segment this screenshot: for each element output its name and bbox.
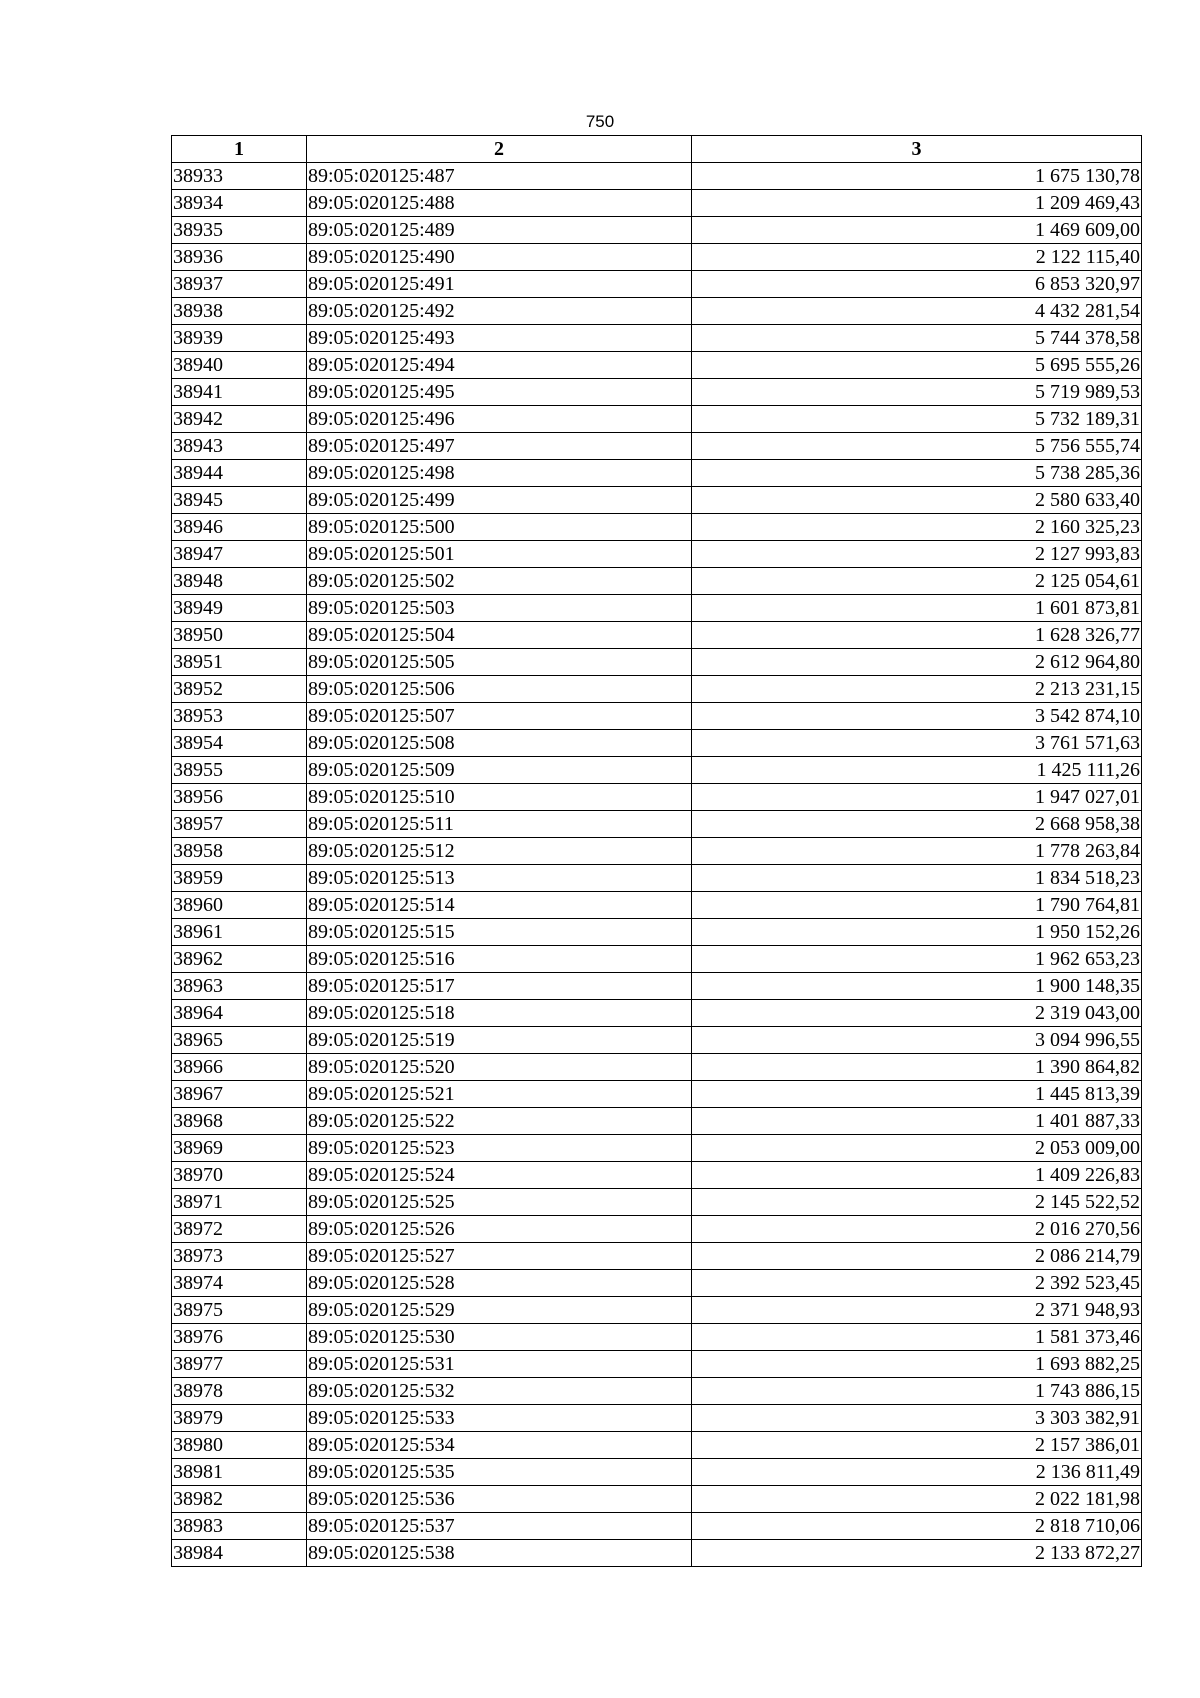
cadastral-number-cell: 89:05:020125:513	[307, 865, 692, 892]
cadastral-value-cell: 2 122 115,40	[692, 244, 1142, 271]
cadastral-value-cell: 2 016 270,56	[692, 1216, 1142, 1243]
column-header-number: 1	[172, 136, 307, 163]
cadastral-value-cell: 1 469 609,00	[692, 217, 1142, 244]
cadastral-value-cell: 2 580 633,40	[692, 487, 1142, 514]
cadastral-value-cell: 1 401 887,33	[692, 1108, 1142, 1135]
cadastral-number-cell: 89:05:020125:506	[307, 676, 692, 703]
cadastral-number-cell: 89:05:020125:505	[307, 649, 692, 676]
cadastral-number-cell: 89:05:020125:501	[307, 541, 692, 568]
row-number-cell: 38965	[172, 1027, 307, 1054]
row-number-cell: 38939	[172, 325, 307, 352]
table-row	[172, 217, 1142, 244]
cadastral-number-cell: 89:05:020125:504	[307, 622, 692, 649]
cadastral-number-cell: 89:05:020125:499	[307, 487, 692, 514]
table-row	[172, 1000, 1142, 1027]
table-row	[172, 892, 1142, 919]
cadastral-value-cell: 1 628 326,77	[692, 622, 1142, 649]
table-row	[172, 811, 1142, 838]
row-number-cell: 38940	[172, 352, 307, 379]
row-number-cell: 38977	[172, 1351, 307, 1378]
row-number-cell: 38936	[172, 244, 307, 271]
row-number-cell: 38957	[172, 811, 307, 838]
table-row	[172, 622, 1142, 649]
table-row	[172, 838, 1142, 865]
cadastral-number-cell: 89:05:020125:496	[307, 406, 692, 433]
table-row	[172, 973, 1142, 1000]
table-row	[172, 1054, 1142, 1081]
cadastral-value-cell: 1 445 813,39	[692, 1081, 1142, 1108]
column-header-value: 3	[692, 136, 1142, 163]
row-number-cell: 38942	[172, 406, 307, 433]
row-number-cell: 38937	[172, 271, 307, 298]
cadastral-value-cell: 2 319 043,00	[692, 1000, 1142, 1027]
row-number-cell: 38980	[172, 1432, 307, 1459]
cadastral-value-cell: 1 390 864,82	[692, 1054, 1142, 1081]
cadastral-value-cell: 2 668 958,38	[692, 811, 1142, 838]
cadastral-value-cell: 3 542 874,10	[692, 703, 1142, 730]
cadastral-value-cell: 5 744 378,58	[692, 325, 1142, 352]
cadastral-value-cell: 2 022 181,98	[692, 1486, 1142, 1513]
row-number-cell: 38948	[172, 568, 307, 595]
cadastral-value-cell: 1 581 373,46	[692, 1324, 1142, 1351]
row-number-cell: 38983	[172, 1513, 307, 1540]
header-row	[172, 136, 1142, 163]
row-number-cell: 38949	[172, 595, 307, 622]
table-row	[172, 487, 1142, 514]
table-row	[172, 1162, 1142, 1189]
cadastral-value-cell: 1 425 111,26	[692, 757, 1142, 784]
row-number-cell: 38938	[172, 298, 307, 325]
cadastral-number-cell: 89:05:020125:492	[307, 298, 692, 325]
cadastral-value-cell: 1 675 130,78	[692, 163, 1142, 190]
cadastral-value-cell: 2 818 710,06	[692, 1513, 1142, 1540]
row-number-cell: 38970	[172, 1162, 307, 1189]
cadastral-number-cell: 89:05:020125:524	[307, 1162, 692, 1189]
row-number-cell: 38960	[172, 892, 307, 919]
table-row	[172, 1540, 1142, 1567]
cadastral-number-cell: 89:05:020125:533	[307, 1405, 692, 1432]
cadastral-number-cell: 89:05:020125:507	[307, 703, 692, 730]
row-number-cell: 38982	[172, 1486, 307, 1513]
table-row	[172, 1270, 1142, 1297]
cadastral-value-cell: 3 094 996,55	[692, 1027, 1142, 1054]
cadastral-value-table	[171, 135, 1142, 1567]
row-number-cell: 38981	[172, 1459, 307, 1486]
table-row	[172, 298, 1142, 325]
cadastral-value-cell: 1 947 027,01	[692, 784, 1142, 811]
cadastral-number-cell: 89:05:020125:502	[307, 568, 692, 595]
cadastral-value-cell: 2 053 009,00	[692, 1135, 1142, 1162]
table-row	[172, 271, 1142, 298]
row-number-cell: 38959	[172, 865, 307, 892]
cadastral-value-cell: 5 756 555,74	[692, 433, 1142, 460]
cadastral-number-cell: 89:05:020125:529	[307, 1297, 692, 1324]
table-row	[172, 1189, 1142, 1216]
row-number-cell: 38984	[172, 1540, 307, 1567]
cadastral-number-cell: 89:05:020125:534	[307, 1432, 692, 1459]
row-number-cell: 38946	[172, 514, 307, 541]
table-row	[172, 1432, 1142, 1459]
row-number-cell: 38961	[172, 919, 307, 946]
cadastral-value-cell: 6 853 320,97	[692, 271, 1142, 298]
cadastral-value-cell: 1 209 469,43	[692, 190, 1142, 217]
row-number-cell: 38953	[172, 703, 307, 730]
table-row	[172, 460, 1142, 487]
row-number-cell: 38978	[172, 1378, 307, 1405]
cadastral-value-cell: 1 778 263,84	[692, 838, 1142, 865]
row-number-cell: 38975	[172, 1297, 307, 1324]
cadastral-number-cell: 89:05:020125:530	[307, 1324, 692, 1351]
cadastral-value-cell: 2 145 522,52	[692, 1189, 1142, 1216]
cadastral-value-cell: 2 127 993,83	[692, 541, 1142, 568]
cadastral-value-cell: 2 136 811,49	[692, 1459, 1142, 1486]
row-number-cell: 38966	[172, 1054, 307, 1081]
table-row	[172, 1405, 1142, 1432]
cadastral-number-cell: 89:05:020125:512	[307, 838, 692, 865]
table-row	[172, 1081, 1142, 1108]
table-row	[172, 703, 1142, 730]
cadastral-value-cell: 2 392 523,45	[692, 1270, 1142, 1297]
row-number-cell: 38976	[172, 1324, 307, 1351]
cadastral-value-cell: 2 157 386,01	[692, 1432, 1142, 1459]
cadastral-value-cell: 2 086 214,79	[692, 1243, 1142, 1270]
table-row	[172, 163, 1142, 190]
table-row	[172, 406, 1142, 433]
row-number-cell: 38933	[172, 163, 307, 190]
cadastral-number-cell: 89:05:020125:493	[307, 325, 692, 352]
cadastral-number-cell: 89:05:020125:525	[307, 1189, 692, 1216]
cadastral-number-cell: 89:05:020125:523	[307, 1135, 692, 1162]
cadastral-number-cell: 89:05:020125:527	[307, 1243, 692, 1270]
cadastral-number-cell: 89:05:020125:531	[307, 1351, 692, 1378]
cadastral-value-cell: 1 790 764,81	[692, 892, 1142, 919]
table-row	[172, 1351, 1142, 1378]
table-row	[172, 1459, 1142, 1486]
row-number-cell: 38951	[172, 649, 307, 676]
table-row	[172, 1486, 1142, 1513]
row-number-cell: 38955	[172, 757, 307, 784]
table-row	[172, 325, 1142, 352]
cadastral-value-cell: 2 371 948,93	[692, 1297, 1142, 1324]
cadastral-value-cell: 1 834 518,23	[692, 865, 1142, 892]
row-number-cell: 38967	[172, 1081, 307, 1108]
cadastral-value-cell: 3 303 382,91	[692, 1405, 1142, 1432]
cadastral-value-cell: 5 738 285,36	[692, 460, 1142, 487]
row-number-cell: 38979	[172, 1405, 307, 1432]
table-row	[172, 1378, 1142, 1405]
cadastral-value-cell: 5 732 189,31	[692, 406, 1142, 433]
table-row	[172, 1324, 1142, 1351]
cadastral-number-cell: 89:05:020125:498	[307, 460, 692, 487]
table-row	[172, 865, 1142, 892]
cadastral-number-cell: 89:05:020125:537	[307, 1513, 692, 1540]
table-row	[172, 1216, 1142, 1243]
row-number-cell: 38947	[172, 541, 307, 568]
cadastral-number-cell: 89:05:020125:519	[307, 1027, 692, 1054]
row-number-cell: 38964	[172, 1000, 307, 1027]
table-row	[172, 1108, 1142, 1135]
cadastral-value-cell: 2 160 325,23	[692, 514, 1142, 541]
table-row	[172, 1297, 1142, 1324]
cadastral-number-cell: 89:05:020125:511	[307, 811, 692, 838]
table-row	[172, 514, 1142, 541]
cadastral-value-cell: 1 743 886,15	[692, 1378, 1142, 1405]
row-number-cell: 38935	[172, 217, 307, 244]
row-number-cell: 38944	[172, 460, 307, 487]
table-header	[172, 136, 1142, 163]
row-number-cell: 38963	[172, 973, 307, 1000]
table-row	[172, 919, 1142, 946]
row-number-cell: 38972	[172, 1216, 307, 1243]
cadastral-number-cell: 89:05:020125:518	[307, 1000, 692, 1027]
cadastral-number-cell: 89:05:020125:490	[307, 244, 692, 271]
cadastral-number-cell: 89:05:020125:508	[307, 730, 692, 757]
cadastral-value-cell: 2 133 872,27	[692, 1540, 1142, 1567]
cadastral-number-cell: 89:05:020125:526	[307, 1216, 692, 1243]
row-number-cell: 38950	[172, 622, 307, 649]
cadastral-number-cell: 89:05:020125:503	[307, 595, 692, 622]
table-row	[172, 757, 1142, 784]
table-row	[172, 676, 1142, 703]
table-row	[172, 568, 1142, 595]
cadastral-number-cell: 89:05:020125:522	[307, 1108, 692, 1135]
table-row	[172, 433, 1142, 460]
cadastral-number-cell: 89:05:020125:489	[307, 217, 692, 244]
cadastral-value-cell: 5 719 989,53	[692, 379, 1142, 406]
cadastral-number-cell: 89:05:020125:516	[307, 946, 692, 973]
cadastral-number-cell: 89:05:020125:495	[307, 379, 692, 406]
cadastral-number-cell: 89:05:020125:521	[307, 1081, 692, 1108]
cadastral-number-cell: 89:05:020125:487	[307, 163, 692, 190]
cadastral-number-cell: 89:05:020125:494	[307, 352, 692, 379]
row-number-cell: 38968	[172, 1108, 307, 1135]
cadastral-value-cell: 1 950 152,26	[692, 919, 1142, 946]
row-number-cell: 38971	[172, 1189, 307, 1216]
column-header-cadastral-number: 2	[307, 136, 692, 163]
cadastral-number-cell: 89:05:020125:491	[307, 271, 692, 298]
table-body	[172, 163, 1142, 1567]
row-number-cell: 38941	[172, 379, 307, 406]
cadastral-value-cell: 1 601 873,81	[692, 595, 1142, 622]
table-row	[172, 730, 1142, 757]
table-row	[172, 1027, 1142, 1054]
cadastral-value-cell: 2 125 054,61	[692, 568, 1142, 595]
cadastral-value-cell: 2 612 964,80	[692, 649, 1142, 676]
cadastral-number-cell: 89:05:020125:514	[307, 892, 692, 919]
cadastral-number-cell: 89:05:020125:538	[307, 1540, 692, 1567]
cadastral-number-cell: 89:05:020125:515	[307, 919, 692, 946]
table-row	[172, 946, 1142, 973]
cadastral-value-cell: 4 432 281,54	[692, 298, 1142, 325]
row-number-cell: 38969	[172, 1135, 307, 1162]
table-row	[172, 541, 1142, 568]
page-number: 750	[585, 112, 615, 131]
cadastral-value-cell: 1 962 653,23	[692, 946, 1142, 973]
cadastral-number-cell: 89:05:020125:520	[307, 1054, 692, 1081]
cadastral-number-cell: 89:05:020125:509	[307, 757, 692, 784]
table-row	[172, 379, 1142, 406]
row-number-cell: 38943	[172, 433, 307, 460]
row-number-cell: 38956	[172, 784, 307, 811]
table-row	[172, 1135, 1142, 1162]
cadastral-number-cell: 89:05:020125:497	[307, 433, 692, 460]
table-row	[172, 1243, 1142, 1270]
cadastral-value-cell: 5 695 555,26	[692, 352, 1142, 379]
row-number-cell: 38958	[172, 838, 307, 865]
table-row	[172, 1513, 1142, 1540]
cadastral-number-cell: 89:05:020125:528	[307, 1270, 692, 1297]
cadastral-number-cell: 89:05:020125:532	[307, 1378, 692, 1405]
row-number-cell: 38952	[172, 676, 307, 703]
cadastral-number-cell: 89:05:020125:535	[307, 1459, 692, 1486]
cadastral-value-cell: 2 213 231,15	[692, 676, 1142, 703]
cadastral-number-cell: 89:05:020125:517	[307, 973, 692, 1000]
cadastral-number-cell: 89:05:020125:536	[307, 1486, 692, 1513]
cadastral-value-cell: 1 693 882,25	[692, 1351, 1142, 1378]
cadastral-number-cell: 89:05:020125:510	[307, 784, 692, 811]
cadastral-number-cell: 89:05:020125:500	[307, 514, 692, 541]
row-number-cell: 38934	[172, 190, 307, 217]
row-number-cell: 38954	[172, 730, 307, 757]
table-row	[172, 649, 1142, 676]
cadastral-value-cell: 3 761 571,63	[692, 730, 1142, 757]
row-number-cell: 38945	[172, 487, 307, 514]
table-row	[172, 784, 1142, 811]
row-number-cell: 38974	[172, 1270, 307, 1297]
table-row	[172, 595, 1142, 622]
cadastral-value-cell: 1 409 226,83	[692, 1162, 1142, 1189]
table-row	[172, 190, 1142, 217]
row-number-cell: 38973	[172, 1243, 307, 1270]
cadastral-value-cell: 1 900 148,35	[692, 973, 1142, 1000]
table-row	[172, 244, 1142, 271]
table-row	[172, 352, 1142, 379]
row-number-cell: 38962	[172, 946, 307, 973]
cadastral-number-cell: 89:05:020125:488	[307, 190, 692, 217]
